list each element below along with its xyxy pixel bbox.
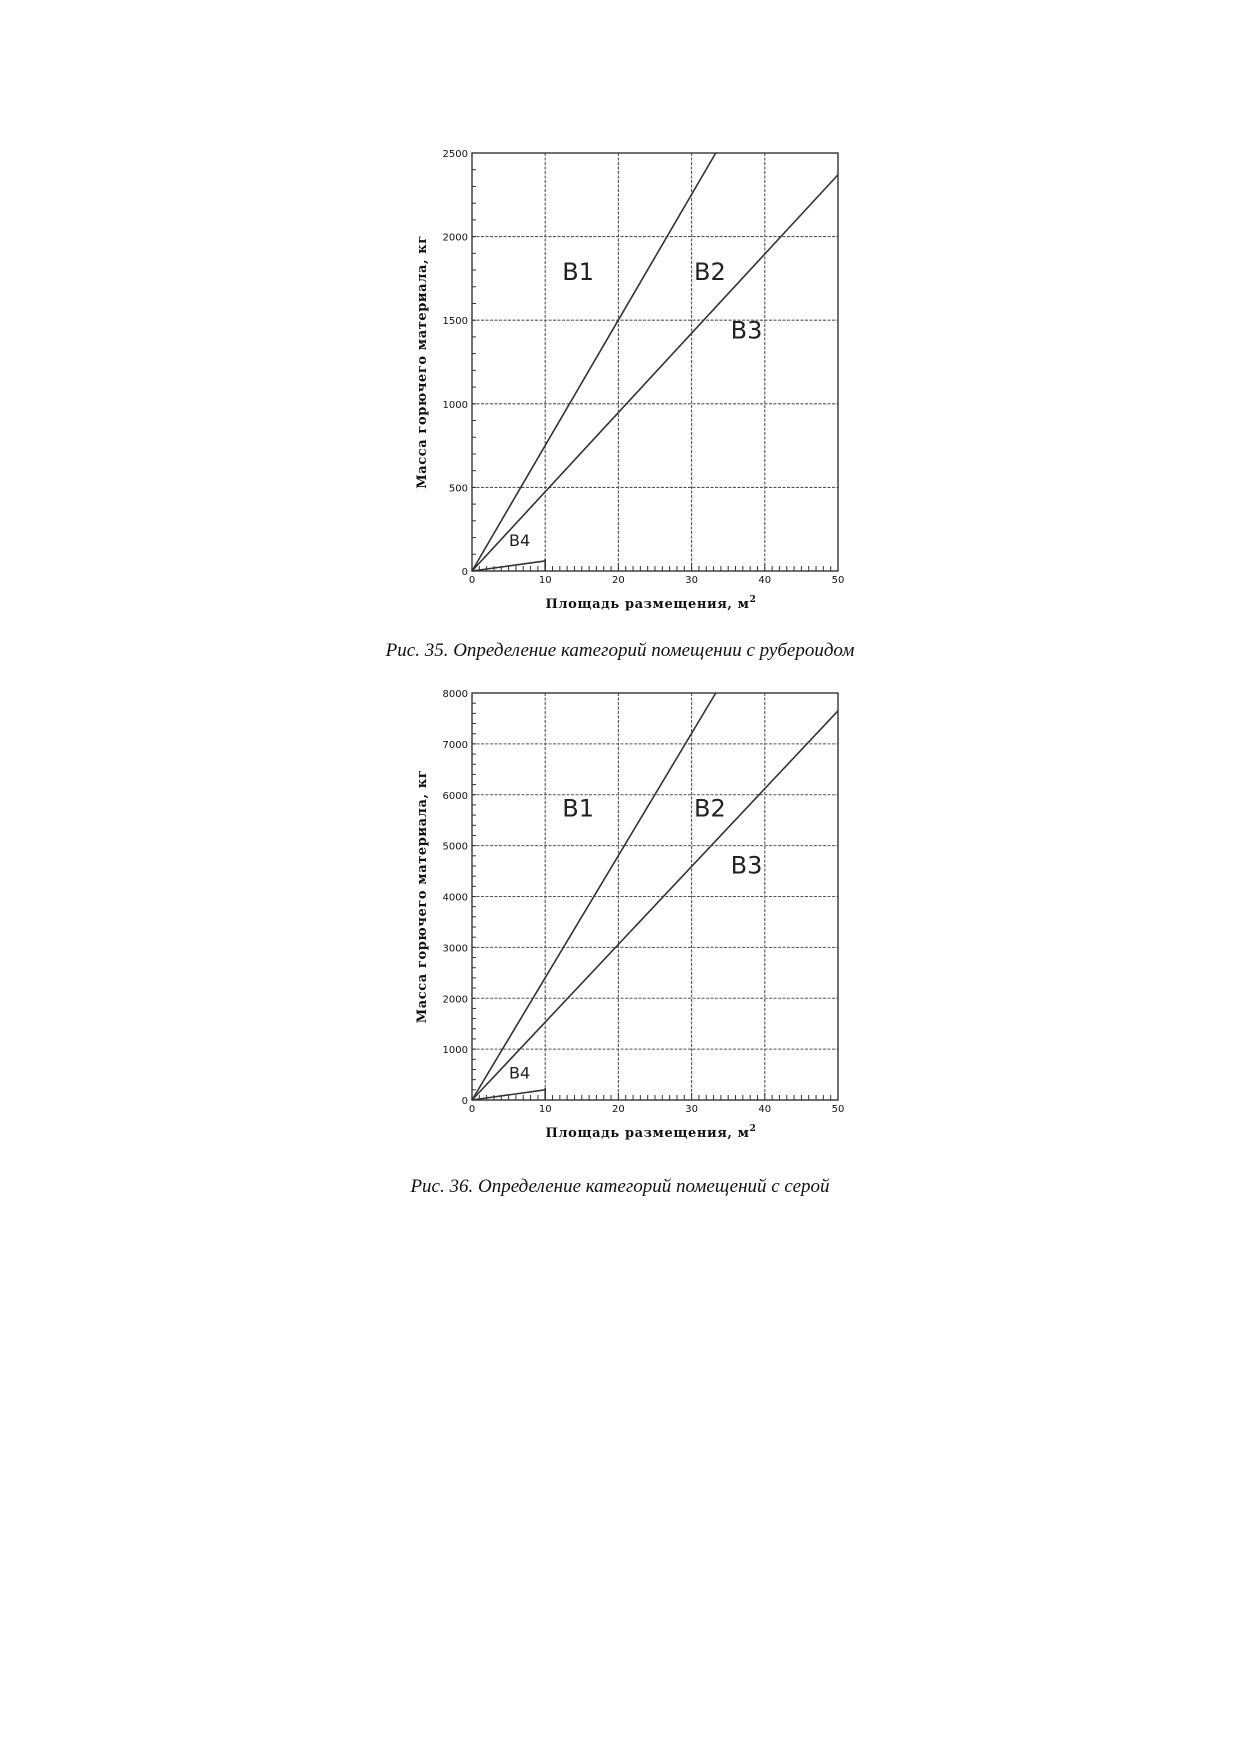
figure-35 (0, 0, 1240, 680)
y-tick-label: 1000 (442, 399, 468, 411)
y-tick-label: 2000 (442, 994, 468, 1006)
x-tick-label: 0 (468, 1104, 476, 1115)
y-tick-label: 3000 (442, 943, 468, 955)
region-label-b3: B3 (730, 851, 763, 880)
x-tick-label: 10 (538, 575, 552, 586)
x-axis-label: Площадь размещения, $м^2$ (545, 1124, 757, 1141)
figure-35-caption: Рис. 35. Определение категорий помещении с рубероидом (385, 640, 855, 661)
y-tick-label: 8000 (442, 689, 468, 700)
x-tick-label: 40 (758, 1104, 772, 1115)
y-tick-label: 4000 (442, 892, 468, 904)
x-tick-label: 30 (685, 575, 698, 586)
y-tick-label: 6000 (442, 790, 468, 802)
x-tick-label: 20 (612, 575, 625, 586)
plot-frame (472, 153, 838, 571)
y-tick-label: 500 (448, 483, 468, 495)
y-tick-label: 2500 (442, 149, 468, 160)
x-axis-label: Площадь размещения, $м^2$ (545, 595, 757, 612)
x-tick-label: 10 (538, 1104, 552, 1115)
x-axis-label-superscript: 2 (749, 1124, 757, 1134)
x-tick-label: 20 (612, 1104, 625, 1115)
chart-36 (0, 680, 1240, 1220)
region-label-b3: B3 (730, 316, 763, 345)
figure-36 (0, 680, 1240, 1220)
y-tick-label: 2000 (442, 232, 468, 244)
y-tick-label: 1000 (442, 1045, 468, 1057)
region-label-b4: B4 (509, 530, 531, 550)
region-label-b1: B1 (562, 258, 595, 287)
region-label-b2: B2 (694, 794, 726, 823)
series-line (472, 153, 716, 571)
y-tick-label: 5000 (442, 841, 468, 853)
y-tick-label: 0 (461, 1096, 468, 1107)
x-tick-label: 50 (831, 575, 845, 586)
series-line (472, 175, 838, 571)
chart-35 (0, 0, 1240, 680)
figure-36-caption: Рис. 36. Определение категорий помещений с серой (410, 1176, 830, 1197)
region-label-b1: B1 (562, 794, 595, 823)
x-tick-label: 40 (758, 575, 772, 586)
y-axis-label: Масса горючего материала, кг (415, 235, 430, 489)
region-label-b2: B2 (694, 258, 726, 287)
x-tick-label: 0 (468, 575, 476, 586)
series-line (472, 711, 838, 1100)
y-axis-label: Масса горючего материала, кг (415, 769, 430, 1024)
y-tick-label: 7000 (442, 739, 468, 751)
x-axis-label-superscript: 2 (749, 595, 757, 605)
x-tick-label: 50 (831, 1104, 845, 1115)
y-tick-label: 0 (461, 567, 468, 578)
x-tick-label: 30 (685, 1104, 698, 1115)
region-label-b4: B4 (509, 1063, 531, 1083)
y-tick-label: 1500 (442, 316, 468, 328)
